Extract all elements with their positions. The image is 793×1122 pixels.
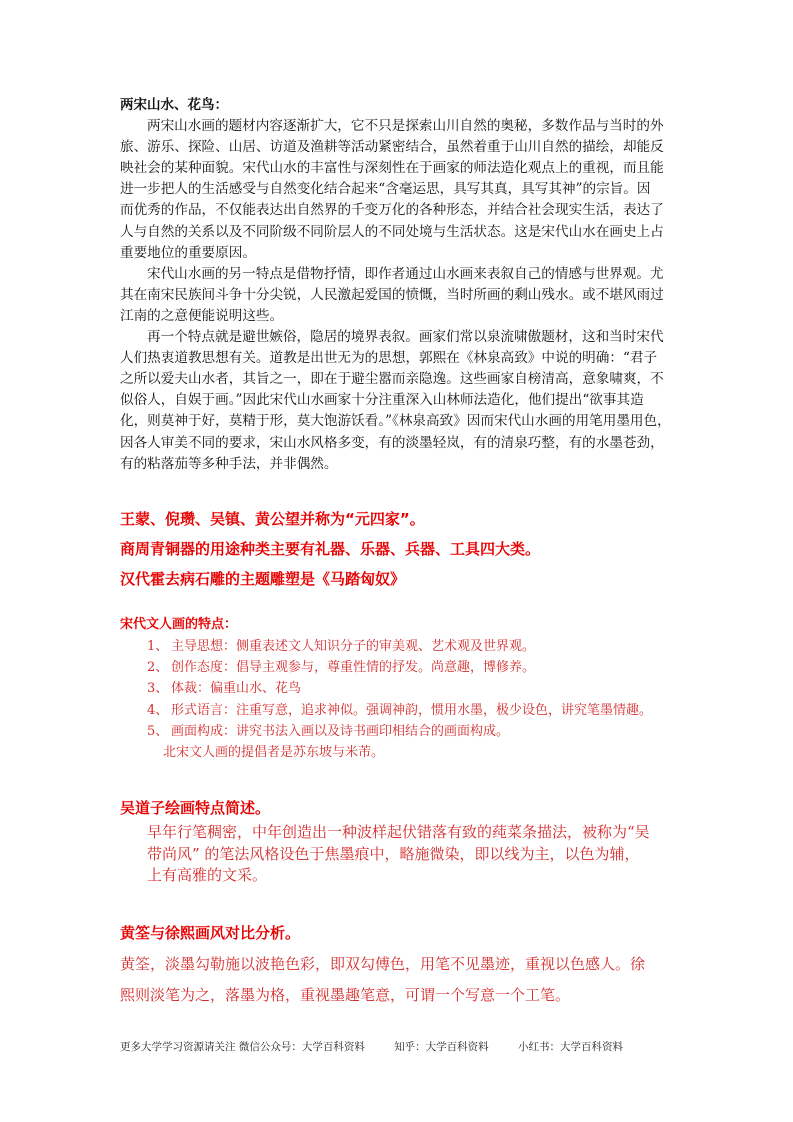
list-item bbox=[120, 678, 680, 699]
huang-line: 黄筌，淡墨勾勒施以波艳色彩，即双勾傅色，用笔不见墨迹，重视以色感人。徐 bbox=[120, 955, 646, 973]
list-number: 3、 bbox=[147, 681, 169, 697]
footer bbox=[120, 1039, 649, 1054]
list-item bbox=[120, 657, 680, 678]
list-item bbox=[120, 636, 680, 657]
paragraph-line: 之所以爱夫山水者，其旨之一，即在于避尘嚣而亲隐逸。这些画家自榜清高，意象啸爽，不 bbox=[120, 371, 664, 388]
paragraph-line: 江南的之意便能说明这些。 bbox=[120, 307, 284, 324]
huang-title: 黄筌与徐熙画风对比分析。 bbox=[120, 924, 301, 942]
footer-wechat: 更多大学学习资源请关注 微信公众号：大学百科资料 bbox=[120, 1041, 365, 1053]
paragraph-line: 而优秀的作品，不仅能表达出自然界的千变万化的各种形态，并结合社会现实生活，表达了 bbox=[120, 202, 664, 219]
list-number: 4、 bbox=[147, 702, 169, 718]
huang-line: 熙则淡笔为之，落墨为格，重视墨趣笔意，可谓一个写意一个工笔。 bbox=[120, 986, 571, 1004]
footer-xiaohongshu: 小红书：大学百科资料 bbox=[518, 1041, 624, 1053]
paragraph-line: 似俗人，自娱于画。”因此宋代山水画家十分注重深入山林师法造化，他们提出“欲事其造 bbox=[120, 392, 644, 409]
list-item bbox=[120, 700, 680, 721]
paragraph-line: 化，则莫神于好，莫精于形，莫大饱游饫看。”《林泉高致》因而宋代山水画的用笔用墨用色， bbox=[120, 413, 671, 430]
list-text: 主导思想：侧重表述文人知识分子的审美观、艺术观及世界观。 bbox=[171, 639, 536, 654]
fact: 汉代霍去病石雕的主题雕塑是《马踏匈奴》 bbox=[120, 570, 406, 588]
paragraph-line: 旅、游乐、探险、山居、访道及渔耕等活动紧密结合，虽然着重于山川自然的描绘，却能反 bbox=[120, 139, 664, 156]
paragraph-line: 其在南宋民族间斗争十分尖锐，人民激起爱国的愤慨，当时所画的剩山残水。或不堪风雨过 bbox=[120, 286, 664, 303]
wu-section bbox=[120, 796, 680, 887]
paragraph-line: 映社会的某种面貌。宋代山水的丰富性与深刻性在于画家的师法造化观点上的重视，而且能 bbox=[120, 160, 664, 177]
paragraph-line: 宋代山水画的另一特点是借物抒情，即作者通过山水画来表叙自己的情感与世界观。尤 bbox=[147, 265, 664, 282]
list-item bbox=[120, 721, 680, 742]
wu-line: 带尚风” 的笔法风格设色于焦墨痕中，略施微染，即以线为主，以色为辅， bbox=[147, 844, 640, 863]
paragraph-line: 进一步把人的生活感受与自然变化结合起来“含毫运思，具写其真，具写其神”的宗旨。因 bbox=[120, 181, 651, 198]
list-number: 5、 bbox=[147, 723, 169, 739]
paragraph-line: 因各人审美不同的要求，宋山水风格多变，有的淡墨轻岚，有的清泉巧整，有的水墨苍劲， bbox=[120, 434, 664, 451]
section-song-landscape bbox=[120, 95, 680, 475]
paragraph-line: 人与自然的关系以及不同阶级不同阶层人的不同处境与生活状态。这是宋代山水在画史上占 bbox=[120, 223, 664, 240]
huang-section bbox=[120, 921, 680, 1011]
list-number: 2、 bbox=[147, 660, 169, 676]
paragraph-line: 人们热衷道教思想有关。道教是出世无为的思想，郭熙在《林泉高致》中说的明确：“君子 bbox=[120, 350, 658, 367]
list-text: 画面构成：讲究书法入画以及诗书画印相结合的画面构成。 bbox=[171, 723, 510, 739]
paragraph-line: 有的粘落茄等多种手法，并非偶然。 bbox=[120, 455, 338, 472]
footer-zhihu: 知乎：大学百科资料 bbox=[394, 1041, 489, 1053]
list-text: 体裁：偏重山水、花鸟 bbox=[171, 681, 302, 697]
fact: 王蒙、倪瓒、吴镇、黄公望并称为“元四家”。 bbox=[120, 510, 425, 528]
wu-line: 早年行笔稠密，中年创造出一种波样起伏错落有致的莼菜条描法，被称为“吴 bbox=[147, 823, 650, 841]
section-title: 两宋山水、花鸟： bbox=[120, 97, 228, 113]
facts bbox=[120, 508, 680, 598]
list-number: 1、 bbox=[147, 639, 169, 654]
literati-note: 北宋文人画的提倡者是苏东坡与米芾。 bbox=[163, 745, 385, 761]
wu-title: 吴道子绘画特点简述。 bbox=[120, 799, 271, 817]
wu-line: 上有高雅的文采。 bbox=[147, 866, 268, 885]
paragraph-line: 重要地位的重要原因。 bbox=[120, 244, 256, 261]
paragraph-line: 再一个特点就是避世嫉俗，隐居的境界表叙。画家们常以泉流啸傲题材，这和当时宋代 bbox=[147, 329, 664, 346]
literati-title: 宋代文人画的特点： bbox=[120, 617, 238, 632]
paragraph-line: 两宋山水画的题材内容逐渐扩大，它不只是探索山川自然的奥秘，多数作品与当时的外 bbox=[147, 118, 664, 135]
list-text: 创作态度：倡导主观参与，尊重性情的抒发。尚意趣，博修养。 bbox=[171, 660, 536, 676]
list-text: 形式语言：注重写意，追求神似。强调神韵，惯用水墨，极少设色，讲究笔墨情趣。 bbox=[171, 702, 653, 718]
literati-section bbox=[120, 614, 680, 763]
fact: 商周青铜器的用途种类主要有礼器、乐器、兵器、工具四大类。 bbox=[120, 540, 541, 558]
